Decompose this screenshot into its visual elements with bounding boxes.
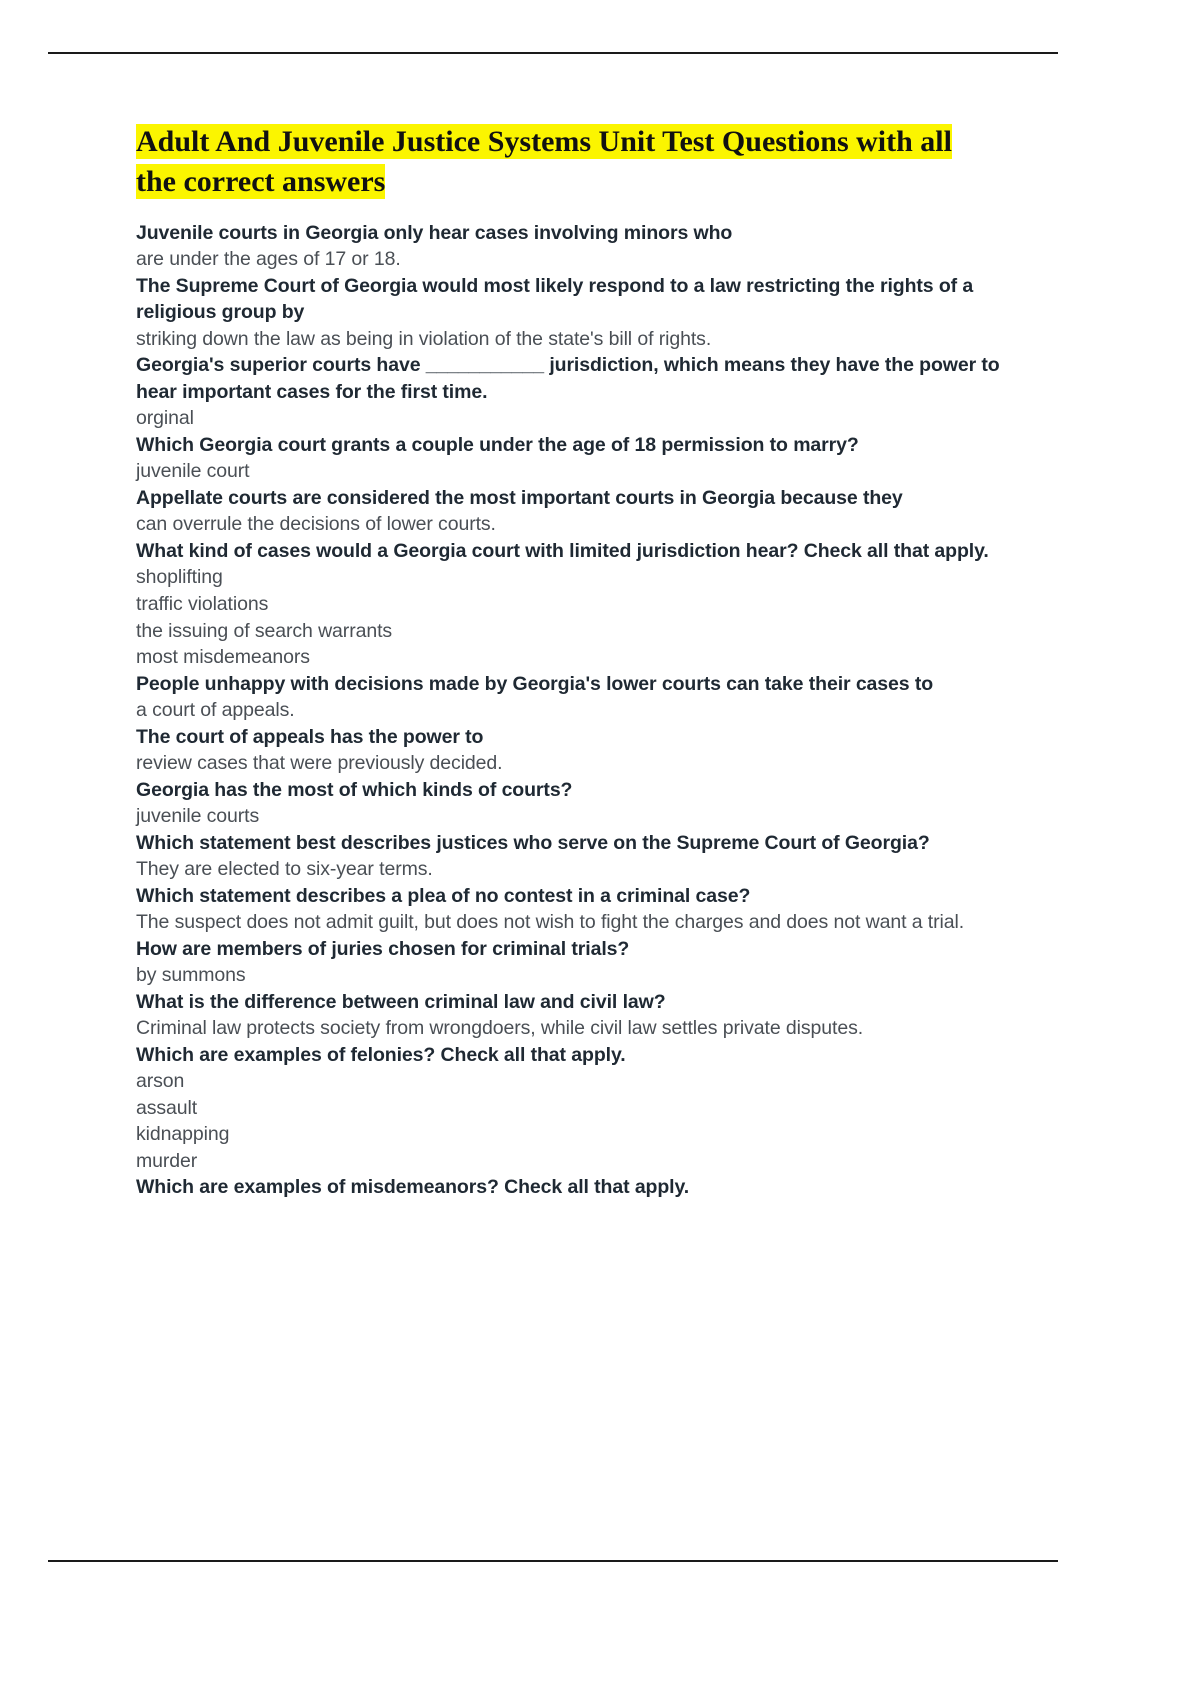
answer-text: juvenile court [136,460,250,483]
question-answer-list [136,220,1006,1201]
qa-item [136,671,1006,724]
page-title [136,122,966,202]
answer-text: are under the ages of 17 or 18. [136,248,401,271]
answer-text: arson [136,1070,185,1093]
question-text: What is the difference between criminal law and civil law? [136,990,666,1013]
qa-item [136,1174,1006,1201]
page-top-divider [48,52,1058,54]
page-title-highlight: Adult And Juvenile Justice Systems Unit Test Questions with all the correct answers [136,125,952,198]
qa-item [136,777,1006,830]
qa-item [136,724,1006,777]
question-text: What kind of cases would a Georgia court with limited jurisdiction hear? Check all that apply. [136,539,989,562]
qa-item [136,352,1006,432]
question-text: How are members of juries chosen for criminal trials? [136,937,630,960]
question-text: Georgia's superior courts have ___________ jurisdiction, which means they have the power to hear important cases for the first time. [136,354,1000,403]
answer-text: juvenile courts [136,805,260,828]
qa-item [136,830,1006,883]
answer-text: murder [136,1149,198,1172]
question-text: Georgia has the most of which kinds of courts? [136,778,573,801]
question-text: Which statement describes a plea of no contest in a criminal case? [136,884,751,907]
qa-item [136,220,1006,273]
qa-item [136,1042,1006,1175]
page-bottom-divider [48,1560,1058,1562]
answer-text: Criminal law protects society from wrongdoers, while civil law settles private disputes. [136,1017,864,1040]
answer-text: striking down the law as being in violation of the state's bill of rights. [136,327,712,350]
answer-text: traffic violations [136,593,269,615]
qa-item [136,883,1006,936]
question-text: Which are examples of misdemeanors? Check all that apply. [136,1176,690,1199]
answer-text: most misdemeanors [136,646,310,669]
qa-item [136,538,1006,671]
question-text: The court of appeals has the power to [136,725,484,748]
question-text: People unhappy with decisions made by Georgia's lower courts can take their cases to [136,672,934,695]
question-text: Which statement best describes justices who serve on the Supreme Court of Georgia? [136,831,930,854]
qa-item [136,936,1006,989]
question-text: Juvenile courts in Georgia only hear cases involving minors who [136,221,733,244]
question-text: The Supreme Court of Georgia would most likely respond to a law restricting the rights of a religious group by [136,274,974,324]
answer-text: They are elected to six-year terms. [136,858,433,881]
answer-text: orginal [136,407,194,430]
qa-item [136,273,1006,353]
answer-text: The suspect does not admit guilt, but does not wish to fight the charges and does not want a trial. [136,911,965,934]
answer-text: a court of appeals. [136,699,295,722]
document-body [136,122,1006,1201]
answer-text: assault [136,1096,198,1119]
answer-text: the issuing of search warrants [136,619,393,642]
answer-text: by summons [136,964,246,987]
answer-text: kidnapping [136,1123,230,1146]
answer-text: shoplifting [136,566,223,589]
answer-text: can overrule the decisions of lower courts. [136,513,496,536]
question-text: Appellate courts are considered the most important courts in Georgia because they [136,486,903,509]
qa-item [136,989,1006,1042]
question-text: Which are examples of felonies? Check all that apply. [136,1043,626,1066]
answer-text: review cases that were previously decided. [136,752,503,775]
qa-item [136,485,1006,538]
question-text: Which Georgia court grants a couple under the age of 18 permission to marry? [136,433,859,456]
qa-item [136,432,1006,485]
